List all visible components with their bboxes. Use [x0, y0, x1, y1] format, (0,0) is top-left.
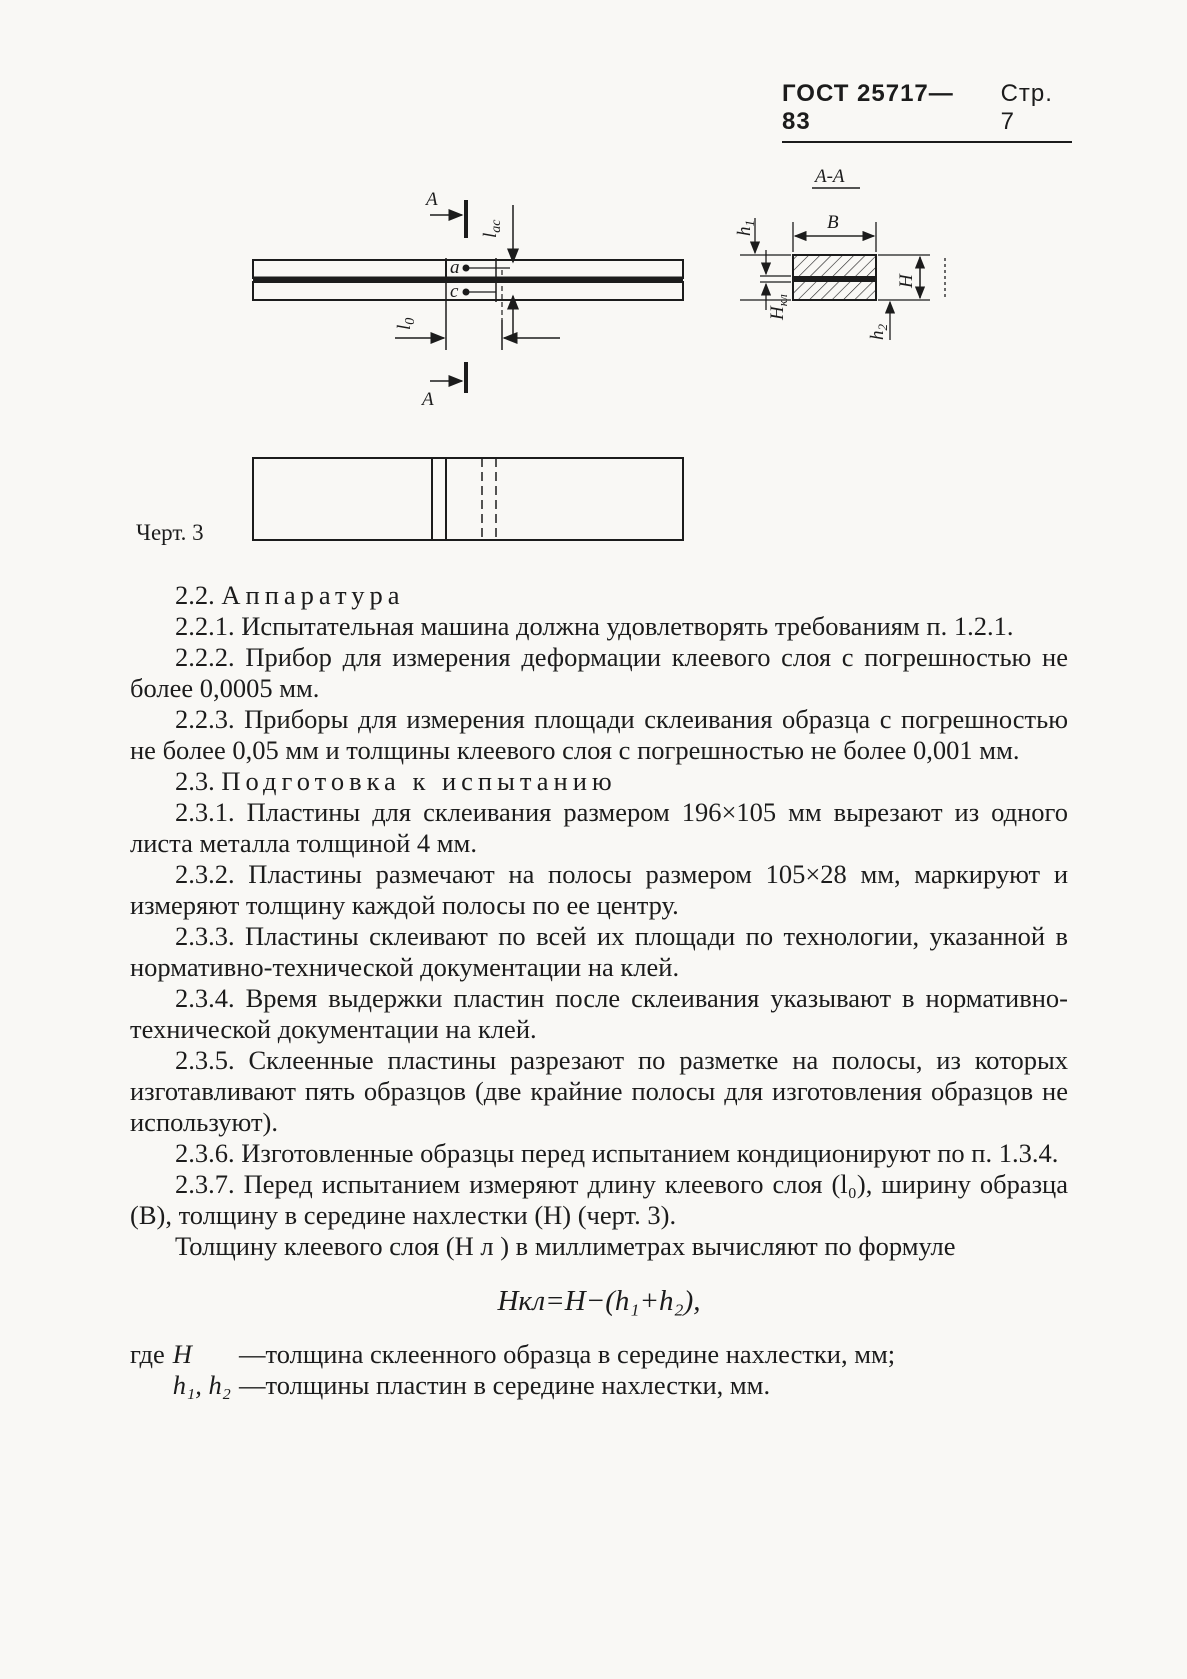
label-h2: $h_2$	[867, 324, 890, 340]
document-body	[130, 580, 1068, 1401]
label-a: a	[450, 257, 460, 278]
paragraph-2-2-3: 2.2.3. Приборы для измерения площади склеивания образца с погрешностью не более 0,05 мм и толщины клеевого слоя с погрешностью не более 0,001 мм.	[130, 704, 1068, 765]
label-l0: $l_0$	[394, 317, 418, 330]
standard-number: ГОСТ 25717—83	[782, 80, 954, 135]
technical-drawing	[0, 0, 1187, 560]
page-number: Стр. 7	[1000, 80, 1053, 135]
heading-2-3: 2.3. Подготовка к испытанию	[175, 766, 617, 796]
definition-text: —толщины пластин в середине нахлестки, мм.	[238, 1370, 771, 1400]
point-c	[464, 290, 469, 295]
definition-symbol: h₁, h₂	[172, 1370, 231, 1400]
label-cut-top: А	[426, 189, 438, 210]
paragraph-2-3-1: 2.3.1. Пластины для склеивания размером 196×105 мм вырезают из одного листа металла толщиной 4 мм.	[130, 797, 1068, 858]
label-H: H	[896, 274, 917, 288]
upper-plate-right	[446, 260, 683, 278]
label-B: B	[827, 212, 839, 233]
paragraph-2-3-7: 2.3.7. Перед испытанием измеряют длину клеевого слоя (l₀), ширину образца (B), толщину в середине нахлестки (H) (черт. 3).	[130, 1169, 1068, 1230]
point-a	[464, 266, 469, 271]
upper-plate-left	[253, 260, 446, 278]
paragraph-2-3-4: 2.3.4. Время выдержки пластин после склеивания указывают в нормативно-технической документации на клей.	[130, 983, 1068, 1044]
section-title: А-А	[815, 166, 845, 187]
label-cut-bottom: А	[422, 389, 434, 410]
formula: Hкл=H−(h₁+h₂),	[497, 1285, 701, 1317]
definitions	[130, 1339, 1068, 1401]
paragraph-2-2-2: 2.2.2. Прибор для измерения деформации клеевого слоя с погрешностью не более 0,0005 мм.	[130, 642, 1068, 703]
section-view	[793, 255, 876, 300]
l0-dimension	[395, 302, 560, 350]
figure-caption: Черт. 3	[136, 520, 204, 545]
heading-2-2: 2.2. Аппаратура	[175, 580, 405, 610]
side-view	[253, 258, 683, 320]
paragraph-formula-intro: Толщину клеевого слоя (H л ) в миллиметрах вычисляют по формуле	[175, 1231, 956, 1261]
definition-text: —толщина склеенного образца в середине нахлестки, мм;	[238, 1339, 896, 1369]
paragraph-2-2-1: 2.2.1. Испытательная машина должна удовлетворять требованиям п. 1.2.1.	[175, 611, 1014, 641]
paragraph-2-3-2: 2.3.2. Пластины размечают на полосы размером 105×28 мм, маркируют и измеряют толщину каждой полосы по ее центру.	[130, 859, 1068, 920]
label-h1: $h_1$	[734, 220, 757, 236]
label-Hkl: $H_{кл}$	[767, 294, 790, 320]
paragraph-2-3-3: 2.3.3. Пластины склеивают по всей их площади по технологии, указанной в нормативно-технической документации на клей.	[130, 921, 1068, 982]
cut-markers	[430, 200, 466, 393]
label-lac: $l_{ac}$	[480, 219, 504, 238]
definitions-intro: где	[130, 1339, 165, 1369]
top-view	[253, 458, 683, 540]
paragraph-2-3-6: 2.3.6. Изготовленные образцы перед испытанием кондиционируют по п. 1.3.4.	[175, 1138, 1059, 1168]
paragraph-2-3-5: 2.3.5. Склеенные пластины разрезают по разметке на полосы, из которых изготавливают пять образцов (две крайние полосы для изготовления образцов не используют).	[130, 1045, 1068, 1137]
definition-symbol: H	[172, 1339, 192, 1369]
label-c: c	[450, 281, 459, 302]
